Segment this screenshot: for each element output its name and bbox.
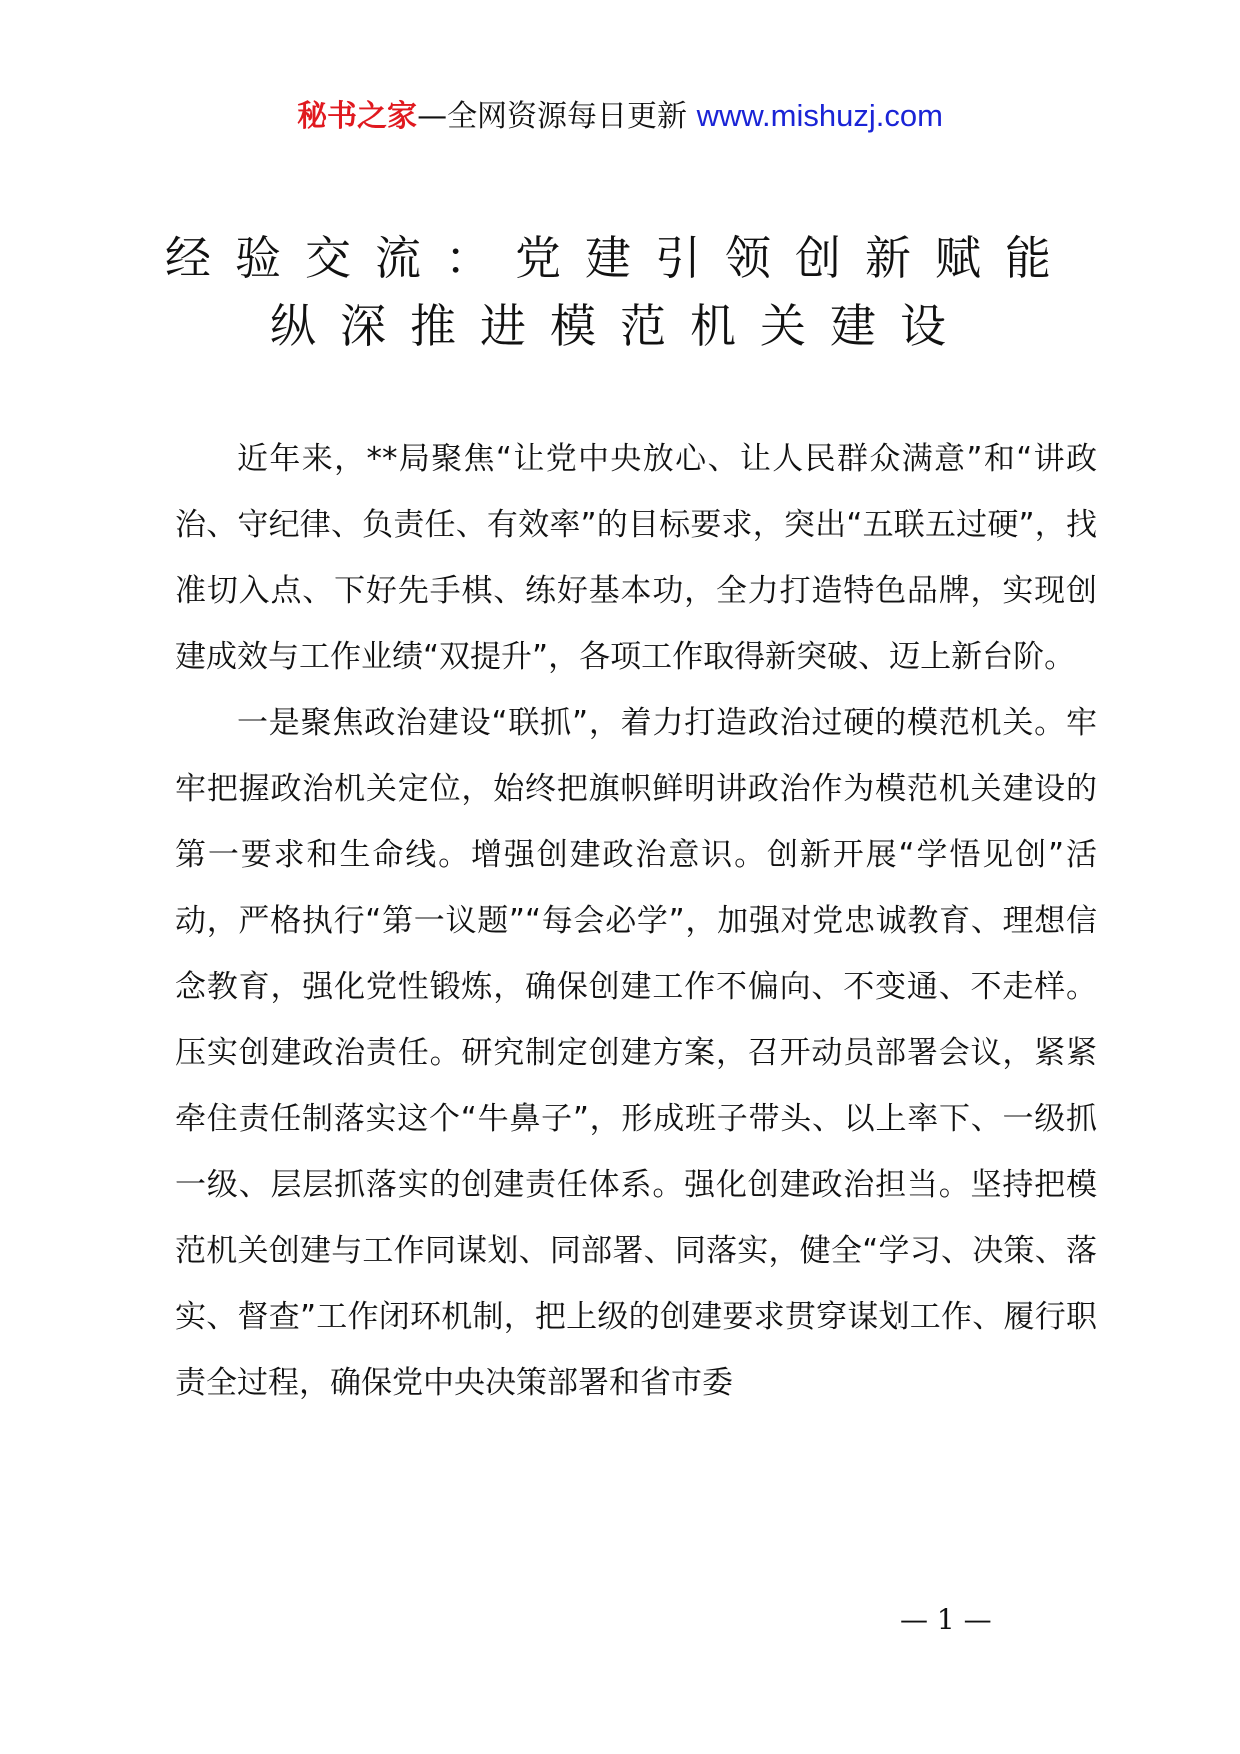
body-paragraph: 一是聚焦政治建设“联抓”，着力打造政治过硬的模范机关。牢牢把握政治机关定位，始终把旗帜鲜明讲政治作为模范机关建设的第一要求和生命线。增强创建政治意识。创新开展“学悟见创”活动，严格执行“第一议题”“每会必学”，加强对党忠诚教育、理想信念教育，强化党性锻炼，确保创建工作不偏向、不变通、不走样。压实创建政治责任。研究制定创建方案，召开动员部署会议，紧紧牵住责任制落实这个“牛鼻子”，形成班子带头、以上率下、一级抓一级、层层抓落实的创建责任体系。强化创建政治担当。坚持把模范机关创建与工作同谋划、同部署、同落实，健全“学习、决策、落实、督查”工作闭环机制，把上级的创建要求贯穿谋划工作、履行职责全过程，确保党中央决策部署和省市委 bbox=[175, 705, 1097, 1401]
body-paragraph: 近年来，**局聚焦“让党中央放心、让人民群众满意”和“讲政治、守纪律、负责任、有效率”的目标要求，突出“五联五过硬”，找准切入点、下好先手棋、练好基本功，全力打造特色品牌，实现创建成效与工作业绩“双提升”，各项工作取得新突破、迈上新台阶。 bbox=[175, 441, 1097, 675]
header-tagline: —全网资源每日更新 bbox=[417, 99, 688, 134]
website-link[interactable]: www.mishuzj.com bbox=[696, 98, 943, 133]
document-body bbox=[175, 426, 1097, 1416]
page-header bbox=[0, 96, 1240, 137]
document-title-line-1: 经验交流：党建引领创新赋能 bbox=[165, 231, 1075, 285]
page-number: — 1 — bbox=[900, 1603, 992, 1636]
document-title-line-2: 纵深推进模范机关建设 bbox=[270, 299, 970, 353]
brand-name: 秘书之家 bbox=[297, 99, 418, 134]
